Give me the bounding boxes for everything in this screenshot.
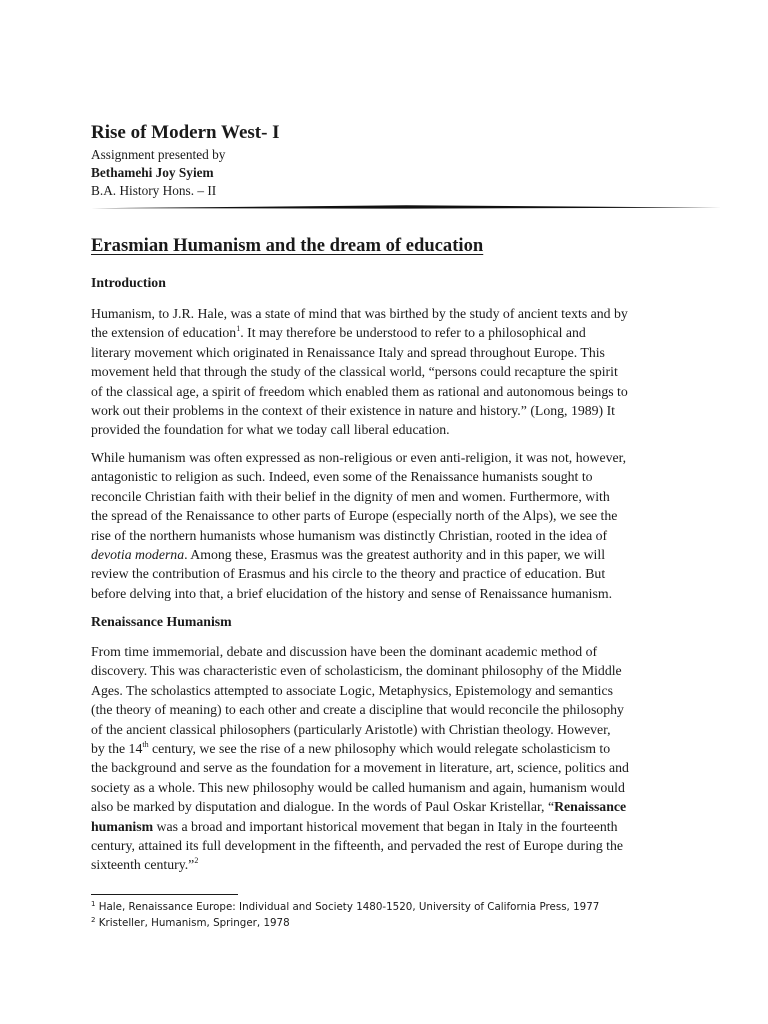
text-fragment: . Among these, Erasmus was the greatest authority and in this paper, we will <box>184 547 606 563</box>
footnote-ref-2[interactable]: 2 <box>194 856 199 866</box>
text-line <box>91 797 677 816</box>
footnote-2 <box>91 915 691 931</box>
text-line: review the contribution of Erasmus and his circle to the theory and practice of education. But <box>91 566 606 582</box>
text-line: antagonistic to religion as such. Indeed, even some of the Renaissance humanists sought to <box>91 469 593 485</box>
text-line: century, attained its full development in the fifteenth, and pervaded the rest of Europe during the <box>91 838 624 854</box>
assignment-info <box>91 146 491 200</box>
text-line: discovery. This was characteristic even of scholasticism, the dominant philosophy of the Middle <box>91 663 622 679</box>
text-line <box>91 817 677 836</box>
renaissance-humanism-heading: Renaissance Humanism <box>91 614 232 629</box>
presented-by-line: Assignment presented by <box>91 147 226 162</box>
text-line: provided the foundation for what we today call liberal education. <box>91 422 450 438</box>
text-line <box>91 545 677 564</box>
footnote-number: 2 <box>91 916 96 924</box>
bold-term: Renaissance <box>554 799 627 815</box>
header-divider <box>91 205 721 209</box>
footnote-ref-1[interactable]: 1 <box>236 324 241 334</box>
footnote-divider <box>91 894 238 895</box>
text-line: (the theory of meaning) to each other and create a discipline that would reconcile the philosophy <box>91 702 624 718</box>
text-line: While humanism was often expressed as non-religious or even anti-religion, it was not, however, <box>91 450 627 465</box>
text-line <box>91 739 677 758</box>
text-fragment: also be marked by disputation and dialogue. In the words of Paul Oskar Kristellar, “ <box>91 799 555 815</box>
text-fragment: century, we see the rise of a new philosophy which would relegate scholasticism to <box>148 741 611 757</box>
text-fragment: sixteenth century.” <box>91 857 195 873</box>
introduction-heading: Introduction <box>91 275 166 290</box>
text-line: of the classical age, a spirit of freedom which enabled them as rational and autonomous beings to <box>91 383 628 399</box>
text-line: movement held that through the study of the classical world, “persons could recapture the spirit <box>91 364 618 380</box>
text-line: the spread of the Renaissance to other parts of Europe (especially north of the Alps), we see the <box>91 508 618 524</box>
text-fragment: . It may therefore be understood to refer to a philosophical and <box>240 325 586 341</box>
italic-term: devotia moderna <box>91 547 185 563</box>
text-line: From time immemorial, debate and discussion have been the dominant academic method of <box>91 644 598 659</box>
text-line: literary movement which originated in Renaissance Italy and spread throughout Europe. This <box>91 344 605 360</box>
text-line: work out their problems in the context of their existence in nature and history.” (Long, 1989) It <box>91 403 616 419</box>
introduction-paragraph-1 <box>91 304 677 440</box>
text-fragment: was a broad and important historical movement that began in Italy in the fourteenth <box>153 818 618 834</box>
text-line: Humanism, to J.R. Hale, was a state of mind that was birthed by the study of ancient texts and by <box>91 306 628 321</box>
footnote-1 <box>91 899 691 915</box>
renaissance-paragraph <box>91 642 677 875</box>
introduction-paragraph-2 <box>91 448 677 603</box>
footnote-text: Kristeller, Humanism, Springer, 1978 <box>95 917 290 929</box>
bold-term: humanism <box>91 818 154 834</box>
text-line <box>91 855 677 874</box>
course-line: B.A. History Hons. – II <box>91 183 217 198</box>
text-line: rise of the northern humanists whose humanism was distinctly Christian, rooted in the idea of <box>91 527 608 543</box>
text-line: the background and serve as the foundation for a movement in literature, art, science, politics and <box>91 760 629 776</box>
ordinal-superscript: th <box>142 740 149 750</box>
document-title: Rise of Modern West- I <box>91 122 280 143</box>
footnote-number: 1 <box>91 900 96 908</box>
author-name: Bethamehi Joy Syiem <box>91 165 214 180</box>
text-fragment: by the 14 <box>91 741 143 757</box>
footnote-text: Hale, Renaissance Europe: Individual and Society 1480-1520, University of California Press, 1977 <box>95 901 600 913</box>
text-line: reconcile Christian faith with their belief in the dignity of men and women. Furthermore, with <box>91 488 610 504</box>
footnotes <box>91 899 691 931</box>
text-fragment: the extension of education <box>91 325 237 341</box>
text-line: Ages. The scholastics attempted to associate Logic, Metaphysics, Epistemology and semantics <box>91 682 613 698</box>
text-line <box>91 323 677 342</box>
text-line: of the ancient classical philosophers (particularly Aristotle) with Christian theology. However, <box>91 721 611 737</box>
text-line: society as a whole. This new philosophy would be called humanism and again, humanism would <box>91 779 625 795</box>
text-line: before delving into that, a brief elucidation of the history and sense of Renaissance humanism. <box>91 585 613 601</box>
section-title: Erasmian Humanism and the dream of education <box>91 235 484 256</box>
